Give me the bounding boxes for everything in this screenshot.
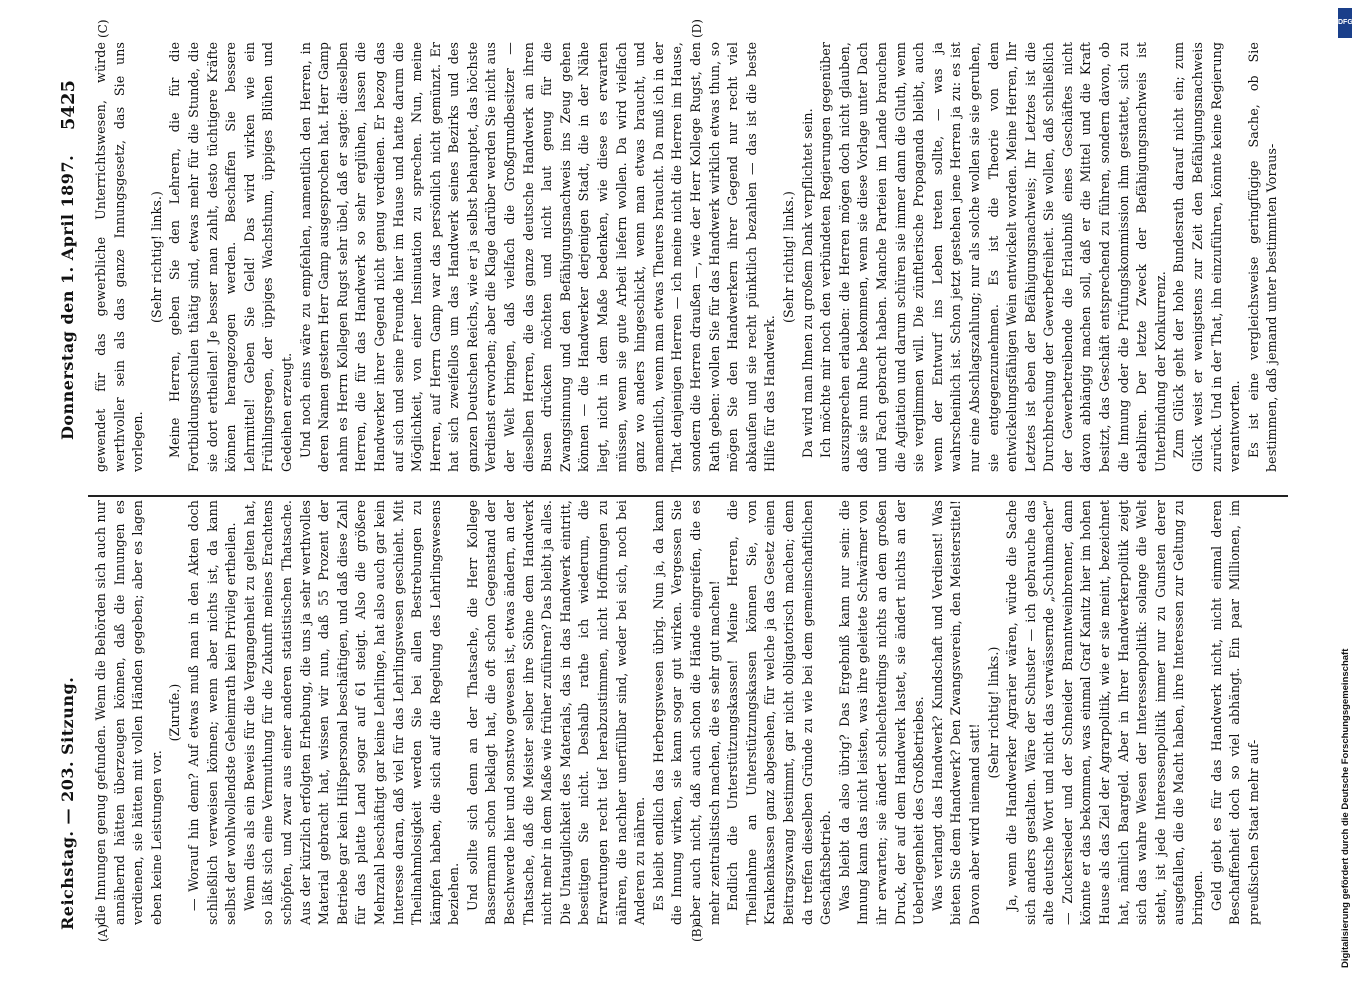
paragraph: Meine Herren, geben Sie den Lehrern, die für die Fortbildungsschulen thätig sind, etwas mehr für die Stunde, die sie dort ertheilen! Je besser man zahlt, desto tüchtigere Kräfte können herangezogen werden. Beschaffen Sie bessere Lehrmittel! Geben Sie Geld! Das wird wirken wie ein Frühlingsregen, der üppiges Wachsthum, üppiges Blühen und Gedeihen erzeugt. [167,42,294,472]
interjection: (Sehr richtig! links.) [780,191,796,323]
header-left: Reichstag. — 203. Sitzung. [58,676,77,930]
digitization-note-text: Digitalisierung gefördert durch die Deutsche Forschungsgemeinschaft [1340,648,1351,968]
paragraph: Was bleibt da also übrig? Das Ergebniß kann nur sein: die Innung kann das nicht leisten, was ihre geleitete Schwärmer von ihr erwarten; sie ändert schlechterdings nichts an dem großen Druck, der auf dem Handwerk lastet, sie ändert nichts an der Ueberlegenheit des Großbetriebes. [836,500,927,925]
dfg-logo: DFG [1338,8,1352,38]
paragraph: Geld giebt es für das Handwerk nicht, nicht einmal deren Beschaffenheit doch so viel abhängt. Ein paar Millionen, im preußischen Staat mehr auf- [1208,500,1261,925]
marker-b: (B) [690,923,704,942]
paragraph: Zum Glück geht der hohe Bundesrath darauf nicht ein; zum Glück weist er wenigstens zur Zeit den Befähigungsnachweis zurück. Und in der That, ihn einzuführen, könnte keine Regierung verantworten. [1171,42,1243,472]
paragraph: Und noch eins wäre zu empfehlen, namentlich den Herren, in deren Namen gestern Herr Gamp ausgesprochen hat. Herr Gamp nahm es Herrn Kollegen Rugst sehr übel, daß er sagte: dieselben Herren, die für das Handwerk so sehr erglühen, lassen die Handwerker ihrer Gegend nicht genug verdienen. Er bezog das auf sich und seine Freunde hier im Hause und hatte darum die Möglichkeit, von einer Insinuation zu sprechen. Nun, meine Herren, auf Herrn Gamp war das persönlich nicht gemünzt. Er hat sich zweifellos um das Handwerk seines Bezirks und des ganzen Deutschen Reichs, wie er ja selbst behauptet, das höchste Verdienst erworben; aber die Klage darüber werden Sie nicht aus der Welt bringen, daß vielfach die Großgrundbesitzer — dieselben Herren, die das ganze deutsche Handwerk an ihren Busen drücken möchten und nicht laut genug für die Zwangsinnung und den Befähigungsnachweis ins Zeug gehen können — die Handwerker derjenigen Stadt, die in der Nähe liegt, nicht in dem Maße bedenken, wie diese es erwarten müssen, wenn sie gute Arbeit liefern wollen. Da wird vielfach ganz wo anders hingeschickt, wenn man etwas braucht, und namentlich, wenn man etwas Theures braucht. Da muß ich in der That denjenigen Herren — ich meine nicht die Herren im Hause, sondern die Herren draußen —, wie der Herr Kollege Rugst, den Rath geben: wollen Sie für das Handwerk wirklich etwas thun, so mögen Sie den Handwerkern ihrer Gegend nur recht viel abkaufen und sie recht pünktlich bezahlen — das ist die beste Hilfe für das Handwerk. [297,42,778,472]
paragraph: — Worauf hin denn? Auf etwas muß man in den Akten doch schließlich verweisen können; wenn aber nichts ist, da kann selbst der wohlwollendste Geheimrath kein Privileg ertheilen. [185,500,239,925]
paragraph: die Innungen genug gefunden. Wenn die Behörden sich auch nur annähernd hätten überzeugen können, daß die Innungen es verdienen, sie hätten mit vollen Händen gegeben; aber es lagen eben keine Leistungen vor. [93,500,164,925]
marker-c: (C) [96,19,110,38]
header-middle: Donnerstag den 1. April 1897. [58,154,77,440]
paragraph: Ja, wenn die Handwerker Agrarier wären, würde die Sache sich anders gestalten. Wäre der Schuster — ich gebrauche das alte deutsche Wort und nicht das verwässernde „Schuhmacher“ — Zuckersieder und der Schneider Branntweinbrenner, dann könnte er das bekommen, was einmal Graf Kanitz hier im hohen Hause als das Ziel der Agrarpolitik, wie er sie meint, bezeichnet hat, nämlich Baargeld. Aber in Ihrer Handwerkerpolitik zeigt sich das wahre Wesen der Interessenpolitik: solange die Welt steht, ist jede Interessenpolitik immer nur zu Gunsten derer ausgefallen, die die Macht haben, ihre Interessen zur Geltung zu bringen. [1004,500,1206,925]
right-column [92,42,1282,472]
digitization-note [1336,30,1353,970]
interjection: (Sehr richtig! links.) [985,646,1001,779]
paragraph: Was verlangt das Handwerk? Kundschaft und Verdienst! Was bieten Sie dem Handwerk? Den Zwangsverein, den Meisterstitel! Davon aber wird niemand satt! [929,500,982,925]
paragraph: Da wird man Ihnen zu großem Dank verpflichtet sein. [799,108,815,458]
paragraph: gewendet für das gewerbliche Unterrichtswesen, würde werthvoller sein als das ganze Innungsgesetz, das Sie uns vorlegen. [93,42,146,472]
interjection: (Sehr richtig! links.) [148,191,164,323]
page-number: 5425 [58,80,79,131]
paragraph: Und sollte sich denn an der Thatsache, die Herr Kollege Bassermann schon beklagt hat, die oft schon Gegenstand der Beschwerde hier und sonstwo gewesen ist, etwas ändern, an der Thatsache, daß die Meister selber ihre Söhne dem Handwerk nicht mehr in dem Maße wie früher zuführen? Das bleibt ja alles. Die Untauglichkeit des Materials, das in das Handwerk eintritt, beseitigen Sie nicht. Deshalb rathe ich wiederum, die Erwartungen recht tief herabzustimmen, nicht Hoffnungen zu nähren, die nachher unerfüllbar sind, weder bei sich, noch bei Anderen zu nähren. [464,500,648,925]
paragraph: Es bleibt endlich das Herbergswesen übrig. Nun ja, da kann die Innung wirken, sie kann sogar gut wirken. Vergessen Sie aber auch nicht, daß auch schon die Hände eingreifen, die es mehr zentralistisch machen, die es sehr gut machen! [650,500,722,925]
interjection: (Zurufe.) [167,683,183,742]
marker-a: (A) [96,923,110,942]
paragraph: Ich möchte mir noch den verbündeten Regierungen gegenüber auszusprechen erlauben: die Herren mögen doch nicht glauben, daß sie nun Ruhe bekommen, wenn sie diese Vorlage unter Dach und Fach gebracht haben. Manche Parteien im Lande brauchen die Agitation und darum schüren sie immer dann die Gluth, wenn sie verglimmen will. Die zünftlerische Propaganda bleibt, auch wenn der Entwurf ins Leben treten sollte, — was ja wahrscheinlich ist. Schon jetzt gestehen jene Herren ja zu: es ist nur eine Abschlagszahlung; nur als solche wollen sie sie geruhen, sie entgegenzunehmen. Es ist die Theorie von dem entwickelungsfähigen Wein entwickelt worden. Meine Herren, Ihr Letztes ist eben der Befähigungsnachweis; Ihr Letztes ist die Durchbrechung der Gewerbefreiheit. Sie wollen, daß schließlich der Gewerbetreibende die Erlaubniß eines Geschäftes nicht davon abhängig machen soll, daß er die Mittel und die Kraft besitzt, das Geschäft entsprechend zu führen, sondern davon, ob die Innung oder die Prüfungskommission ihm gestattet, sich zu etabliren. Der letzte Zweck der Befähigungsnachweis ist Unterbindung der Konkurrenz. [818,42,1168,472]
left-column [92,500,1263,925]
page-header [58,40,88,960]
marker-d: (D) [690,19,704,38]
paragraph: Wenn dies als ein Beweis für die Vergangenheit zu gelten hat, so läßt sich eine Vermuthung für die Zukunft meines Erachtens schöpfen, und zwar aus einer anderen statistischen Thatsache. Aus der kürzlich erfolgten Erhebung, die uns ja sehr werthvolles Material gebracht hat, wissen wir nun, daß 55 Prozent der Betriebe gar kein Hilfspersonal beschäftigen, und daß diese Zahl für das platte Land sogar auf 61 steigt. Also die größere Mehrzahl beschäftigt gar keine Lehrlinge, hat also auch gar kein Interesse daran, daß viel für das Lehrlingswesen geschieht. Mit Theilnahmlosigkeit werden Sie bei allen Bestrebungen zu kämpfen haben, die sich auf die Regelung des Lehrlingswesens beziehen. [241,500,462,925]
paragraph: Es ist eine vergleichsweise geringfügige Sache, ob Sie bestimmen, daß jemand unter bestimmten Voraus- [1245,42,1280,472]
paragraph: Endlich die Unterstützungskassen! Meine Herren, die Theilnahme an Unterstützungskassen können Sie, von Krankenkassen ganz abgesehen, für welche ja das Gesetz einen Beitragszwang bestimmt, gar nicht obligatorisch machen; denn da treffen dieselben Gründe zu wie bei dem gemeinschaftlichen Geschäftsbetrieb. [725,500,834,925]
column-divider [88,496,1288,498]
